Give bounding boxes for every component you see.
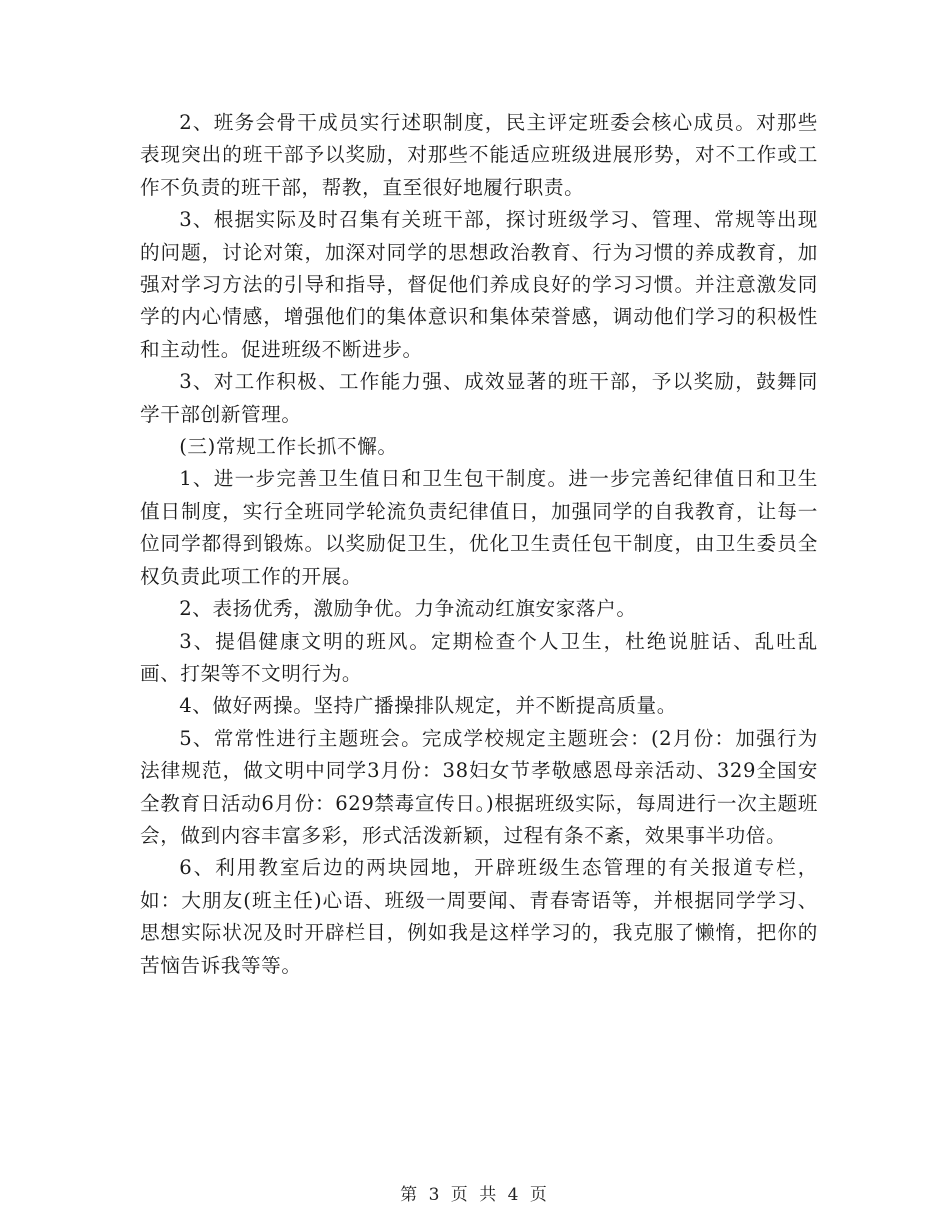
paragraph-1: 2、班务会骨干成员实行述职制度，民主评定班委会核心成员。对那些表现突出的班干部予以奖励，对那些不能适应班级进展形势，对不工作或工作不负责的班干部，帮教，直至很好地履行职责。 xyxy=(140,111,818,199)
paragraph-8: 5、常常性进行主题班会。完成学校规定主题班会：(2月份：加强行为法律规范，做文明中同学3月份：38妇女节孝敬感恩母亲活动、329全国安全教育日活动6月份：629禁毒宣传日。)根据班级实际，每周进行一次主题班会，做到内容丰富多彩，形式活泼新颖，过程有条不紊，效果事半功倍。 xyxy=(140,726,818,847)
page-number-footer: 第 3 页 共 4 页 xyxy=(400,1185,550,1205)
paragraph-2: 3、根据实际及时召集有关班干部，探讨班级学习、管理、常规等出现的问题，讨论对策，加深对同学的思想政治教育、行为习惯的养成教育，加强对学习方法的引导和指导，督促他们养成良好的学习习惯。并注意激发同学的内心情感，增强他们的集体意识和集体荣誉感，调动他们学习的积极性和主动性。促进班级不断进步。 xyxy=(140,208,818,361)
paragraph-6: 3、提倡健康文明的班风。定期检查个人卫生，杜绝说脏话、乱吐乱画、打架等不文明行为。 xyxy=(140,629,818,685)
paragraph-9: 6、利用教室后边的两块园地，开辟班级生态管理的有关报道专栏，如：大朋友(班主任)心语、班级一周要闻、青春寄语等，并根据同学学习、思想实际状况及时开辟栏目，例如我是这样学习的，我克服了懒惰，把你的苦恼告诉我等等。 xyxy=(140,856,818,977)
paragraph-4: 1、进一步完善卫生值日和卫生包干制度。进一步完善纪律值日和卫生值日制度，实行全班同学轮流负责纪律值日，加强同学的自我教育，让每一位同学都得到锻炼。以奖励促卫生，优化卫生责任包干制度，由卫生委员全权负责此项工作的开展。 xyxy=(140,467,818,588)
paragraph-3: 3、对工作积极、工作能力强、成效显著的班干部，予以奖励，鼓舞同学干部创新管理。 xyxy=(140,370,818,426)
document-body xyxy=(140,107,818,982)
paragraph-7: 4、做好两操。坚持广播操排队规定，并不断提高质量。 xyxy=(179,694,677,718)
section-heading: (三)常规工作长抓不懈。 xyxy=(179,435,398,459)
paragraph-5: 2、表扬优秀，激励争优。力争流动红旗安家落户。 xyxy=(179,597,637,621)
